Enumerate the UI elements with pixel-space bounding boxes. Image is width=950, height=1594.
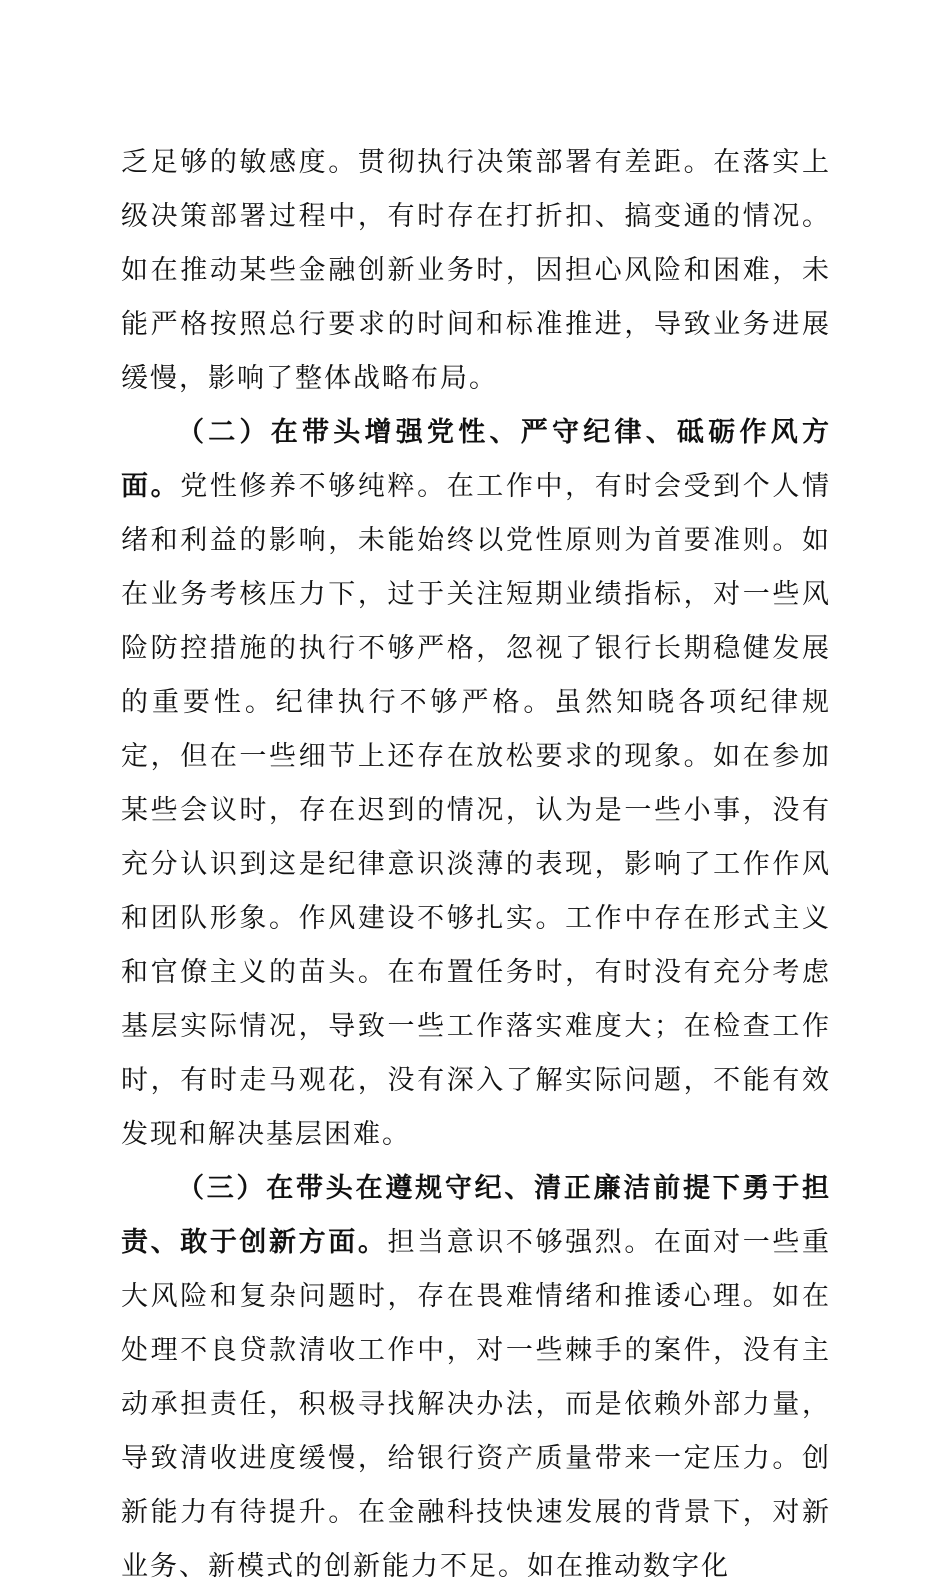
- paragraph-1: [121, 136, 831, 406]
- paragraph-3: [121, 1162, 831, 1594]
- paragraph-2-text: 党性修养不够纯粹。在工作中，有时会受到个人情绪和利益的影响，未能始终以党性原则为首要准则。如在业务考核压力下，过于关注短期业绩指标，对一些风险防控措施的执行不够严格，忽视了银行长期稳健发展的重要性。纪律执行不够严格。虽然知晓各项纪律规定，但在一些细节上还存在放松要求的现象。如在参加某些会议时，存在迟到的情况，认为是一些小事，没有充分认识到这是纪律意识淡薄的表现，影响了工作作风和团队形象。作风建设不够扎实。工作中存在形式主义和官僚主义的苗头。在布置任务时，有时没有充分考虑基层实际情况，导致一些工作落实难度大；在检查工作时，有时走马观花，没有深入了解实际问题，不能有效发现和解决基层困难。: [121, 471, 832, 1150]
- paragraph-2: [121, 406, 831, 1162]
- paragraph-3-text: 担当意识不够强烈。在面对一些重大风险和复杂问题时，存在畏难情绪和推诿心理。如在处理不良贷款清收工作中，对一些棘手的案件，没有主动承担责任，积极寻找解决办法，而是依赖外部力量，导致清收进度缓慢，给银行资产质量带来一定压力。创新能力有待提升。在金融科技快速发展的背景下，对新业务、新模式的创新能力不足。如在推动数字化: [121, 1227, 832, 1582]
- section-2-heading: （二）在带头增强党性、严守纪律、砥砺作风方面。: [121, 417, 831, 502]
- document-body: [121, 136, 831, 1594]
- section-3-heading: （三）在带头在遵规守纪、清正廉洁前提下勇于担责、敢于创新方面。: [121, 1173, 831, 1258]
- paragraph-1-text: 乏足够的敏感度。贯彻执行决策部署有差距。在落实上级决策部署过程中，有时存在打折扣、搞变通的情况。如在推动某些金融创新业务时，因担心风险和困难，未能严格按照总行要求的时间和标准推进，导致业务进展缓慢，影响了整体战略布局。: [121, 147, 831, 394]
